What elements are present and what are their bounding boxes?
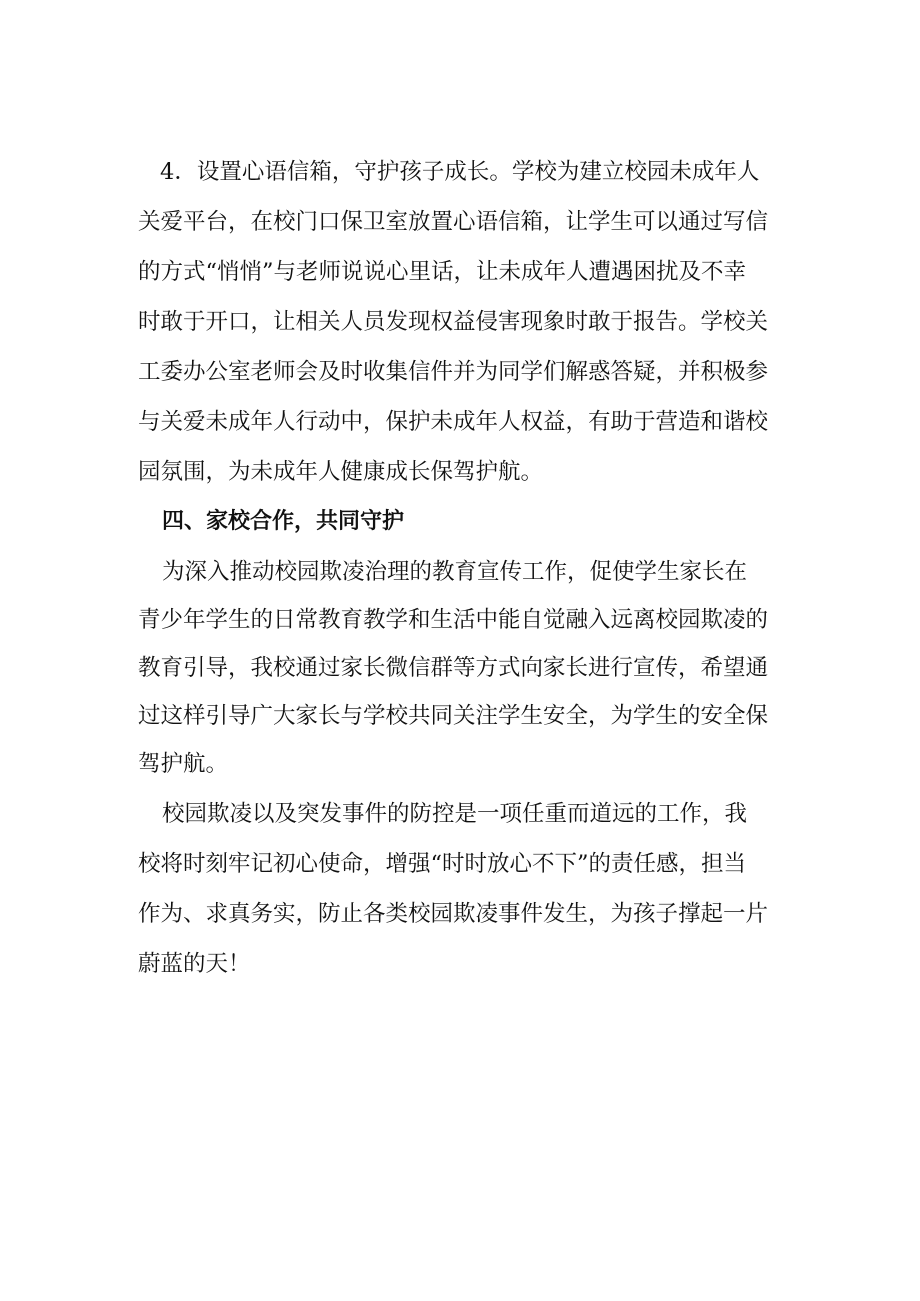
para1-line-5: 驾护航。	[138, 751, 229, 777]
para2-line-3: 作为、求真务实，防止各类校园欺凌事件发生，为孩子撑起一片	[138, 901, 769, 927]
para1-line-4: 过这样引导广大家长与学校共同关注学生安全，为学生的安全保	[138, 703, 769, 729]
item4-line-2: 关爱平台，在校门口保卫室放置心语信箱，让学生可以通过写信	[138, 209, 769, 235]
para2-line-1: 校园欺凌以及突发事件的防控是一项任重而道远的工作，我	[162, 801, 748, 827]
item4-line-7: 园氛围，为未成年人健康成长保驾护航。	[138, 459, 544, 485]
para1-line-2: 青少年学生的日常教育教学和生活中能自觉融入远离校园欺凌的	[138, 607, 769, 633]
para2-line-4: 蔚蓝的天！	[138, 951, 251, 977]
item4-line-1: 4．设置心语信箱，守护孩子成长。学校为建立校园未成年人	[160, 159, 760, 185]
item4-line-4: 时敢于开口，让相关人员发现权益侵害现象时敢于报告。学校关	[138, 309, 769, 335]
section-heading: 四、家校合作，共同守护	[162, 509, 405, 534]
para2-line-2: 校将时刻牢记初心使命，增强“时时放心不下”的责任感，担当	[138, 851, 747, 877]
item4-line-3: 的方式“悄悄”与老师说说心里话，让未成年人遭遇困扰及不幸	[138, 259, 747, 285]
para1-line-3: 教育引导，我校通过家长微信群等方式向家长进行宣传，希望通	[138, 655, 769, 681]
para1-line-1: 为深入推动校园欺凌治理的教育宣传工作，促使学生家长在	[162, 559, 748, 585]
item4-line-6: 与关爱未成年人行动中，保护未成年人权益，有助于营造和谐校	[138, 409, 769, 435]
item4-line-5: 工委办公室老师会及时收集信件并为同学们解惑答疑，并积极参	[138, 359, 769, 385]
